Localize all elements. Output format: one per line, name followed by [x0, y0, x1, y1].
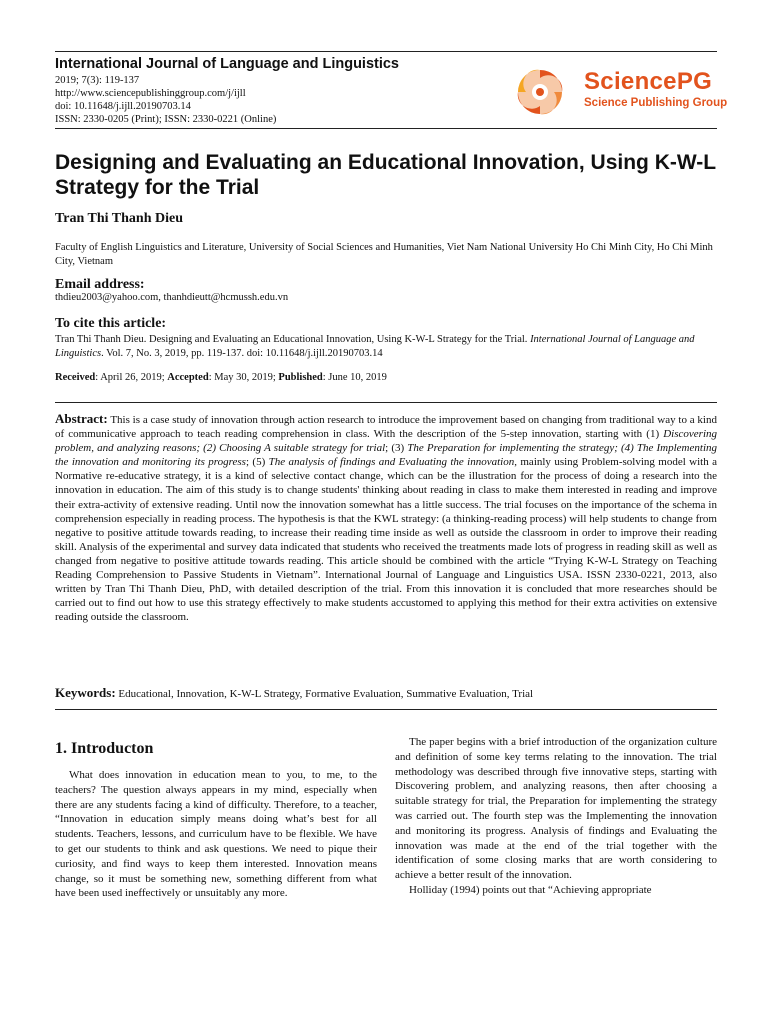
citation-journal: International Journal of Language and Linguistics — [55, 334, 695, 359]
abstract-steps-1-2: Discovering problem, and analyzing reasons; (2) Choosing A suitable strategy for trial — [55, 428, 717, 455]
abstract-label: Abstract: — [55, 411, 108, 426]
sciencepg-swirl-icon — [514, 66, 566, 118]
volume-pages: 2019; 7(3): 119-137 — [55, 75, 140, 86]
keywords-list: Educational, Innovation, K-W-L Strategy, Formative Evaluation, Summative Evaluation, Trial — [115, 688, 534, 700]
published-date: : June 10, 2019 — [322, 372, 387, 383]
email-heading: Email address: — [55, 277, 145, 292]
keywords — [55, 685, 717, 701]
logo-subtitle: Science Publishing Group — [584, 97, 728, 109]
journal-url[interactable]: http://www.sciencepublishinggroup.com/j/ijll — [55, 88, 246, 99]
abstract-text-4: , mainly using Problem-solving model with a Normative re-educative strategy, it is a kind of selective contact change, which can be the illustration for the process of doing a research into the innovation in education. The aim of this study is to change students' thinking about reading in class to make them interested in reading and improve their extra-activity of extensive reading. Until now the innovation somewhat has a little success. The trial focuses on the importance of the schema in comprehension especially in reading process. The hypothesis is that the KWL strategy: (a thinking-reading process) will help students to change from negative to positive attitude towards reading, to increase their reading time inside as well as outside the classroom in order to improve their reading skill. Analysis of the experimental and survey data indicated that students who received the treatments made lots of progress in reading skill as well as changed from negative to positive attitude towards reading. This article should be combined with the article “Trying K-W-L Strategy on Teaching Reading Comprehension to Passive Students in Vietnam”. International Journal of Language and Linguistics USA. ISSN 2330-0221, 2013, also written by Tran Thi Thanh Dieu, PhD, with detailed description of the trial. From this innovation it is concluded that more researches should be carried out to find out how to use this strategy effectively to make students accustomed to applying this method for their extra activities on extensive reading outside the classroom. — [55, 456, 718, 624]
abstract-text-2: ; (3) — [385, 442, 408, 455]
abstract — [55, 412, 717, 624]
paragraph: What does innovation in education mean to you, to me, to the teachers? The question always appears in my mind, especially when there are any students facing a kind of difficulty. Therefore, to a teacher, “Innovation in education simply means doing what’s best for all students. Teachers, lessons, and curriculum have to be flexible. We have to get our students to think and ask questions. We need to pique their curiosity, and find ways to keep them interested. Innovation means change, so it must be something new, something different from what have been used ineffectively or unsuitably any more. — [55, 769, 377, 900]
article-title: Designing and Evaluating an Educational Innovation, Using K-W-L Strategy for the Trial — [55, 151, 716, 199]
author-name: Tran Thi Thanh Dieu — [55, 211, 184, 226]
top-rule — [55, 51, 717, 52]
cite-heading: To cite this article: — [55, 316, 167, 331]
citation — [55, 333, 717, 361]
sciencepg-logo — [514, 66, 728, 116]
article-dates — [55, 372, 387, 383]
abstract-top-rule — [55, 402, 717, 403]
doi: doi: 10.11648/j.ijll.20190703.14 — [55, 101, 191, 112]
published-label: Published — [278, 372, 323, 383]
abstract-text-3: ; (5) — [245, 456, 269, 469]
affiliation: Faculty of English Linguistics and Literature, University of Social Sciences and Humanities, Viet Nam National University Ho Chi Minh City, Ho Chi Minh City, Vietnam — [55, 242, 713, 267]
abstract-step-5: The analysis of findings and Evaluating the innovation — [268, 456, 515, 469]
abstract-text-1: This is a case study of innovation through action research to introduce the improvement based on changing from traditional way to a kind of communicative approach to teach reading comprehension in class. With the description of the 5-step innovation, starting with (1) — [55, 414, 717, 441]
keywords-rule — [55, 709, 717, 710]
paragraph: Holliday (1994) points out that “Achieving appropriate — [409, 883, 652, 896]
right-column — [395, 735, 717, 898]
left-column — [55, 768, 377, 901]
accepted-date: : May 30, 2019; — [208, 372, 279, 383]
accepted-label: Accepted — [167, 372, 209, 383]
citation-text: Tran Thi Thanh Dieu. Designing and Evaluating an Educational Innovation, Using K-W-L Strategy for the Trial. — [55, 334, 531, 345]
journal-meta — [55, 74, 276, 126]
citation-details: . Vol. 7, No. 3, 2019, pp. 119-137. doi: 10.11648/j.ijll.20190703.14 — [101, 348, 383, 359]
received-label: Received — [55, 372, 96, 383]
header-rule — [55, 128, 717, 129]
received-date: : April 26, 2019; — [95, 372, 168, 383]
logo-brand: SciencePG — [584, 68, 713, 95]
issn: ISSN: 2330-0205 (Print); ISSN: 2330-0221 (Online) — [55, 114, 277, 125]
section-heading: 1. Introducton — [55, 740, 154, 757]
email-address[interactable]: thdieu2003@yahoo.com, thanhdieutt@hcmussh.edu.vn — [55, 292, 289, 303]
abstract-steps-3-4: The Preparation for implementing the strategy; (4) The Implementing the innovation and monitoring its progress — [55, 442, 717, 469]
keywords-label: Keywords: — [55, 685, 116, 700]
paragraph: The paper begins with a brief introduction of the organization culture and definition of some key terms relating to the innovation. The trial methodology was described through five innovative steps, starting with Discovering problem, and analyzing reasons, then after choosing a suitable strategy for trial, the Preparation for implementing the strategy was carried out. The fourth step was the Implementing the innovation and monitoring its progress. Analysis of findings and Evaluating the innovation was made at the end of the trial together with the identification of some closing marks that are worth considering to achieve a better result of the innovation. — [395, 736, 717, 882]
journal-name: International Journal of Language and Linguistics — [55, 56, 399, 72]
